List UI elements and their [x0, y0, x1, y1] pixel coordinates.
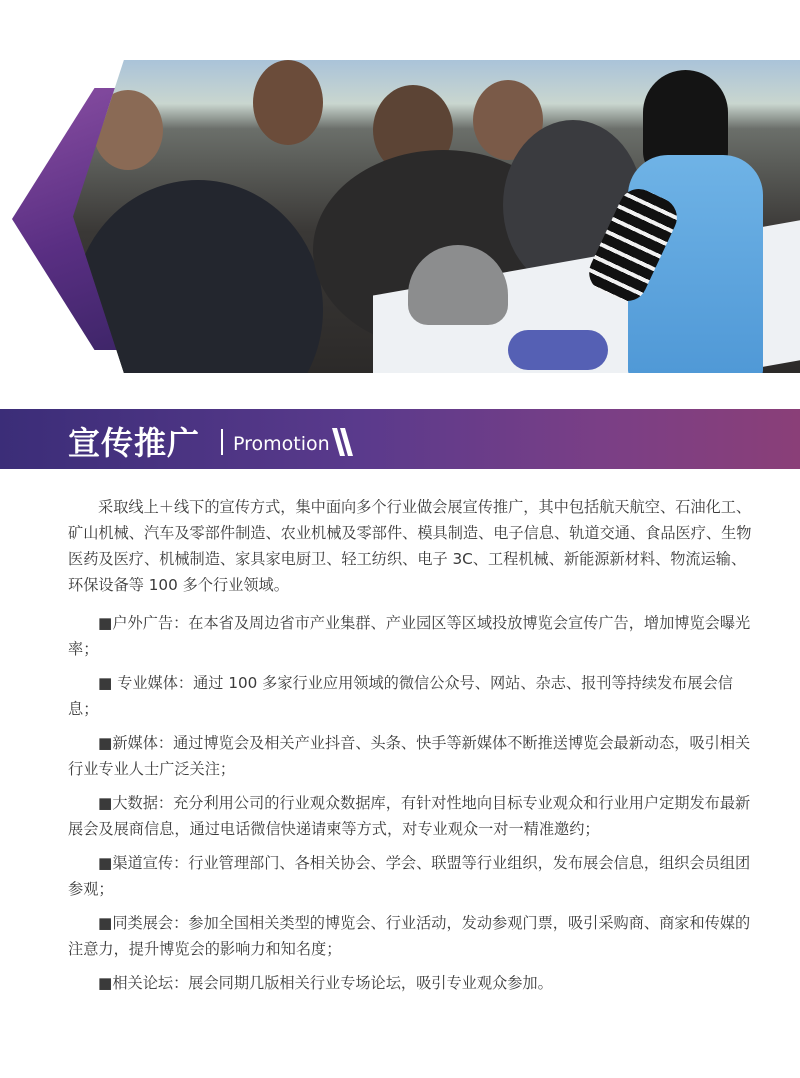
- section-subtitle: Promotion: [233, 433, 330, 455]
- promotion-text: [68, 494, 758, 1004]
- section-banner: [0, 409, 800, 469]
- blue-lanyards: [508, 330, 608, 370]
- double-slash-icon: [332, 428, 354, 456]
- crowd-head: [253, 60, 323, 145]
- title-divider: [221, 429, 223, 455]
- list-item: ■新媒体：通过博览会及相关产业抖音、头条、快手等新媒体不断推送博览会最新动态，吸引相关行业专业人士广泛关注；: [68, 734, 751, 778]
- list-item: ■相关论坛：展会同期几版相关行业专场论坛，吸引专业观众参加。: [98, 974, 553, 992]
- list-item: ■大数据：充分利用公司的行业观众数据库，有针对性地向目标专业观众和行业用户定期发布最新展会及展商信息，通过电话微信快递请柬等方式，对专业观众一对一精准邀约；: [68, 794, 751, 838]
- list-item: ■同类展会：参加全国相关类型的博览会、行业活动，发动参观门票，吸引采购商、商家和传媒的注意力，提升博览会的影响力和知名度；: [68, 914, 751, 958]
- list-item: ■户外广告：在本省及周边省市产业集群、产业园区等区域投放博览会宣传广告，增加博览会曝光率；: [68, 614, 751, 658]
- list-item: ■ 专业媒体：通过 100 多家行业应用领域的微信公众号、网站、杂志、报刊等持续发布展会信息；: [68, 674, 733, 718]
- intro-paragraph: 采取线上＋线下的宣传方式，集中面向多个行业做会展宣传推广，其中包括航天航空、石油化工、矿山机械、汽车及零部件制造、农业机械及零部件、模具制造、电子信息、轨道交通、食品医疗、生物医药及医疗、机械制造、家具家电厨卫、轻工纺织、电子 3C、工程机械、新能源新材料、物流运输、环保设备等 100 多个行业领域。: [68, 498, 752, 594]
- expo-crowd-photo: [73, 60, 800, 373]
- section-title: 宣传推广: [68, 424, 201, 462]
- list-item: ■渠道宣传：行业管理部门、各相关协会、学会、联盟等行业组织，发布展会信息，组织会员组团参观；: [68, 854, 751, 898]
